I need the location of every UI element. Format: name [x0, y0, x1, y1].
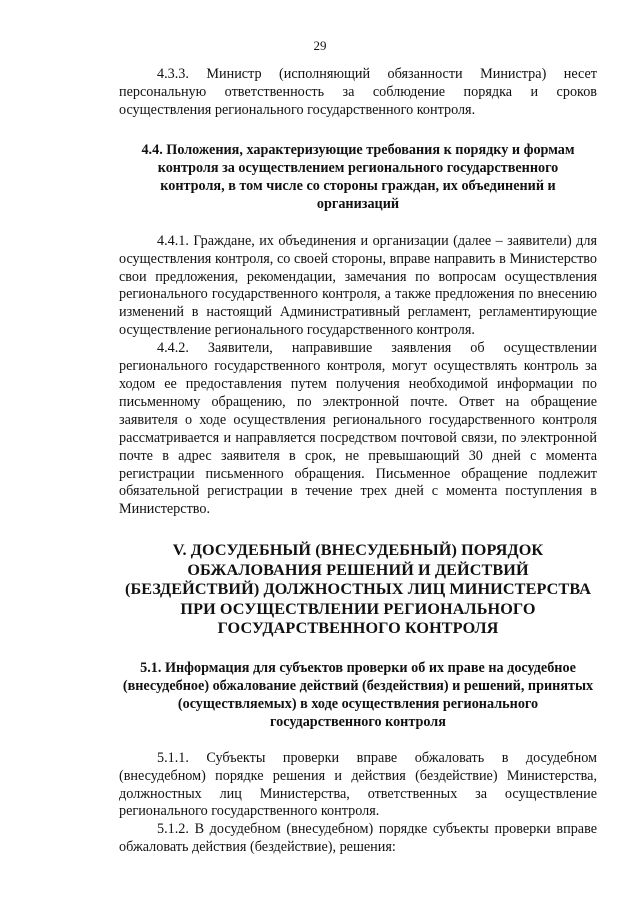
heading-chapter-5: V. ДОСУДЕБНЫЙ (ВНЕСУДЕБНЫЙ) ПОРЯДОК ОБЖАЛОВАНИЯ РЕШЕНИЙ И ДЕЙСТВИЙ (БЕЗДЕЙСТВИЙ) ДОЛЖНОСТНЫХ ЛИЦ МИНИСТЕРСТВА ПРИ ОСУЩЕСТВЛЕНИИ РЕГИОНАЛЬНОГО ГОСУДАРСТВЕННОГО КОНТРОЛЯ — [124, 541, 592, 638]
paragraph-5-1-2: 5.1.2. В досудебном (внесудебном) порядке субъекты проверки вправе обжаловать действия (бездействие), решения: — [119, 821, 597, 856]
paragraph-4-4-2: 4.4.2. Заявители, направившие заявления об осуществлении регионального государственного контроля, могут осуществлять контроль за ходом ее предоставления путем получения необходимой информации по письменному обращению, по электронной почте. Ответ на обращение заявителя о ходе осуществления регионального государственного контроля рассматривается и направляется посредством почтовой связи, по электронной почте в адрес заявителя в срок, не превышающий 30 дней с момента регистрации письменного обращения. Письменное обращение подлежит обязательной регистрации в течение трех дней с момента поступления в Министерство. — [119, 340, 597, 518]
heading-5-1: 5.1. Информация для субъектов проверки об их праве на досудебное (внесудебное) обжалование действий (бездействия) и решений, принятых (осуществляемых) в ходе осуществления регионального государственного контроля — [122, 659, 594, 730]
paragraph-4-3-3: 4.3.3. Министр (исполняющий обязанности Министра) несет персональную ответственность за соблюдение порядка и сроков осуществления регионального государственного контроля. — [119, 66, 597, 118]
page-number: 29 — [313, 38, 327, 53]
paragraph-4-4-1: 4.4.1. Граждане, их объединения и организации (далее – заявители) для осуществления контроля, со своей стороны, вправе направить в Министерство свои предложения, рекомендации, замечания по вопросам осуществления регионального государственного контроля, а также предложения по внесению изменений в настоящий Административный регламент, регламентирующие осуществление регионального государственного контроля. — [119, 232, 597, 339]
document-body — [119, 66, 597, 857]
paragraph-5-1-1: 5.1.1. Субъекты проверки вправе обжаловать в досудебном (внесудебном) порядке решения и действия (бездействие) Министерства, должностных лиц Министерства, ответственных за осуществление регионального государственного контроля. — [119, 749, 597, 820]
heading-4-4: 4.4. Положения, характеризующие требования к порядку и формам контроля за осуществлением регионального государственного контроля, в том числе со стороны граждан, их объединений и организаций — [141, 141, 575, 212]
